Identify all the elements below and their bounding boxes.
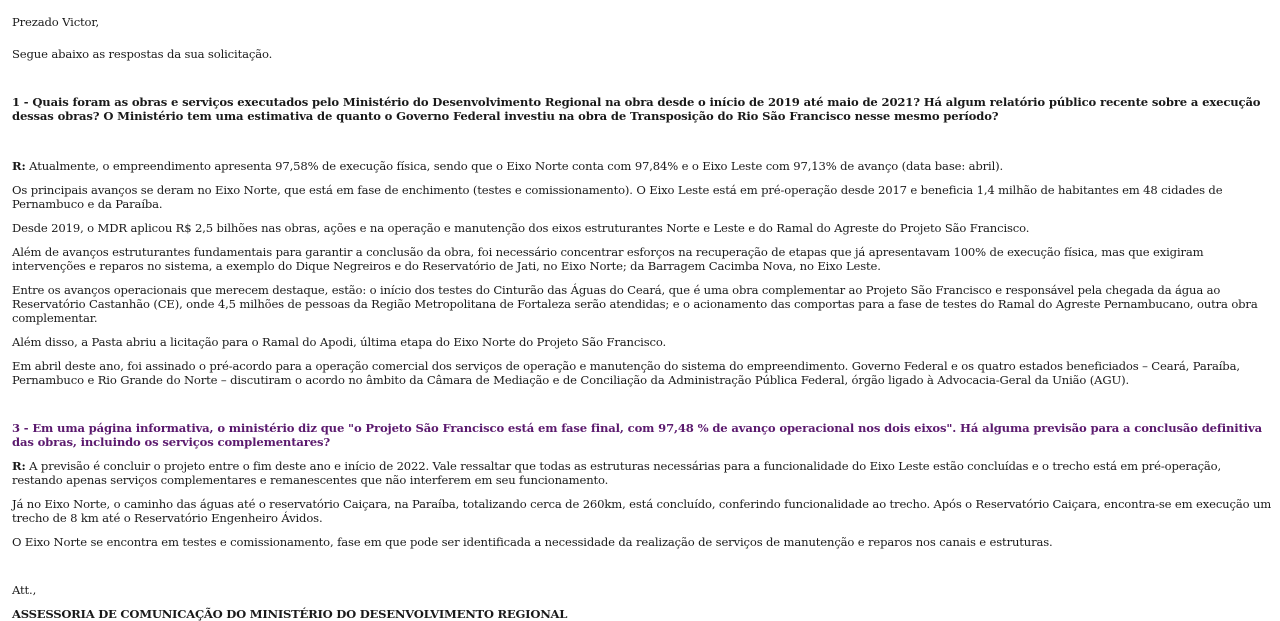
- answer-1-text-1: Atualmente, o empreendimento apresenta 97,58% de execução física, sendo que o Eixo Norte conta com 97,84% e o Eixo Leste com 97,13% de avanço (data base: abril).: [29, 159, 1004, 173]
- greeting: Prezado Victor,: [12, 15, 100, 29]
- answer-3-paragraph-3: O Eixo Norte se encontra em testes e comissionamento, fase em que pode ser identificada a necessidade da realização de serviços de manutenção e reparos nos canais e estruturas.: [12, 535, 1053, 549]
- answer-3-text-1: A previsão é concluir o projeto entre o fim deste ano e início de 2022. Vale ressaltar que todas as estruturas necessárias para a funcionalidade do Eixo Leste estão concluídas e o trecho está em pré-operação, restando apenas serviços complementares e remanescentes que não interferem em seu funcionamento.: [12, 459, 1222, 487]
- closing: Att.,: [12, 583, 37, 597]
- answer-3-paragraph-2: Já no Eixo Norte, o caminho das águas até o reservatório Caiçara, na Paraíba, totalizando cerca de 260km, está concluído, conferindo funcionalidade ao trecho. Após o Reservatório Caiçara, encontra-se em execução um trecho de 8 km até o Reservatório Engenheiro Ávidos.: [12, 497, 1272, 525]
- intro-text: Segue abaixo as respostas da sua solicitação.: [12, 47, 273, 61]
- email-body: [12, 0, 1274, 621]
- signature: ASSESSORIA DE COMUNICAÇÃO DO MINISTÉRIO DO DESENVOLVIMENTO REGIONAL: [12, 607, 568, 621]
- answer-1-paragraph-5: Entre os avanços operacionais que merecem destaque, estão: o início dos testes do Cinturão das Águas do Ceará, que é uma obra complementar ao Projeto São Francisco e responsável pela chegada da água ao Reservatório Castanhão (CE), onde 4,5 milhões de pessoas da Região Metropolitana de Fortaleza serão atendidas; e o acionamento das comportas para a fase de testes do Ramal do Agreste Pernambucano, outra obra complementar.: [12, 283, 1258, 325]
- answer-prefix: R:: [12, 459, 26, 473]
- answer-1-paragraph-4: Além de avanços estruturantes fundamentais para garantir a conclusão da obra, foi necessário concentrar esforços na recuperação de etapas que já apresentavam 100% de execução física, mas que exigiram intervenções e reparos no sistema, a exemplo do Dique Negreiros e do Reservatório de Jati, no Eixo Norte; da Barragem Cacimba Nova, no Eixo Leste.: [12, 245, 1204, 273]
- question-1: 1 - Quais foram as obras e serviços executados pelo Ministério do Desenvolvimento Regional na obra desde o início de 2019 até maio de 2021? Há algum relatório público recente sobre a execução dessas obras? O Ministério tem uma estimativa de quanto o Governo Federal investiu na obra de Transposição do Rio São Francisco nesse mesmo período?: [12, 95, 1261, 123]
- answer-1-paragraph-2: Os principais avanços se deram no Eixo Norte, que está em fase de enchimento (testes e comissionamento). O Eixo Leste está em pré-operação desde 2017 e beneficia 1,4 milhão de habitantes em 48 cidades de Pernambuco e da Paraíba.: [12, 183, 1223, 211]
- answer-3-paragraph-1: [12, 459, 1274, 487]
- answer-1-paragraph-3: Desde 2019, o MDR aplicou R$ 2,5 bilhões nas obras, ações e na operação e manutenção dos eixos estruturantes Norte e Leste e do Ramal do Agreste do Projeto São Francisco.: [12, 221, 1030, 235]
- answer-1-paragraph-6: Além disso, a Pasta abriu a licitação para o Ramal do Apodi, última etapa do Eixo Norte do Projeto São Francisco.: [12, 335, 667, 349]
- answer-prefix: R:: [12, 159, 26, 173]
- answer-1-paragraph-7: Em abril deste ano, foi assinado o pré-acordo para a operação comercial dos serviços de operação e manutenção do sistema do empreendimento. Governo Federal e os quatro estados beneficiados – Ceará, Paraíba, Pernambuco e Rio Grande do Norte – discutiram o acordo no âmbito da Câmara de Mediação e de Conciliação da Administração Pública Federal, órgão ligado à Advocacia-Geral da União (AGU).: [12, 359, 1240, 387]
- question-3: 3 - Em uma página informativa, o ministério diz que "o Projeto São Francisco está em fase final, com 97,48 % de avanço operacional nos dois eixos". Há alguma previsão para a conclusão definitiva das obras, incluindo os serviços complementares?: [12, 421, 1262, 449]
- answer-1-paragraph-1: [12, 159, 1274, 173]
